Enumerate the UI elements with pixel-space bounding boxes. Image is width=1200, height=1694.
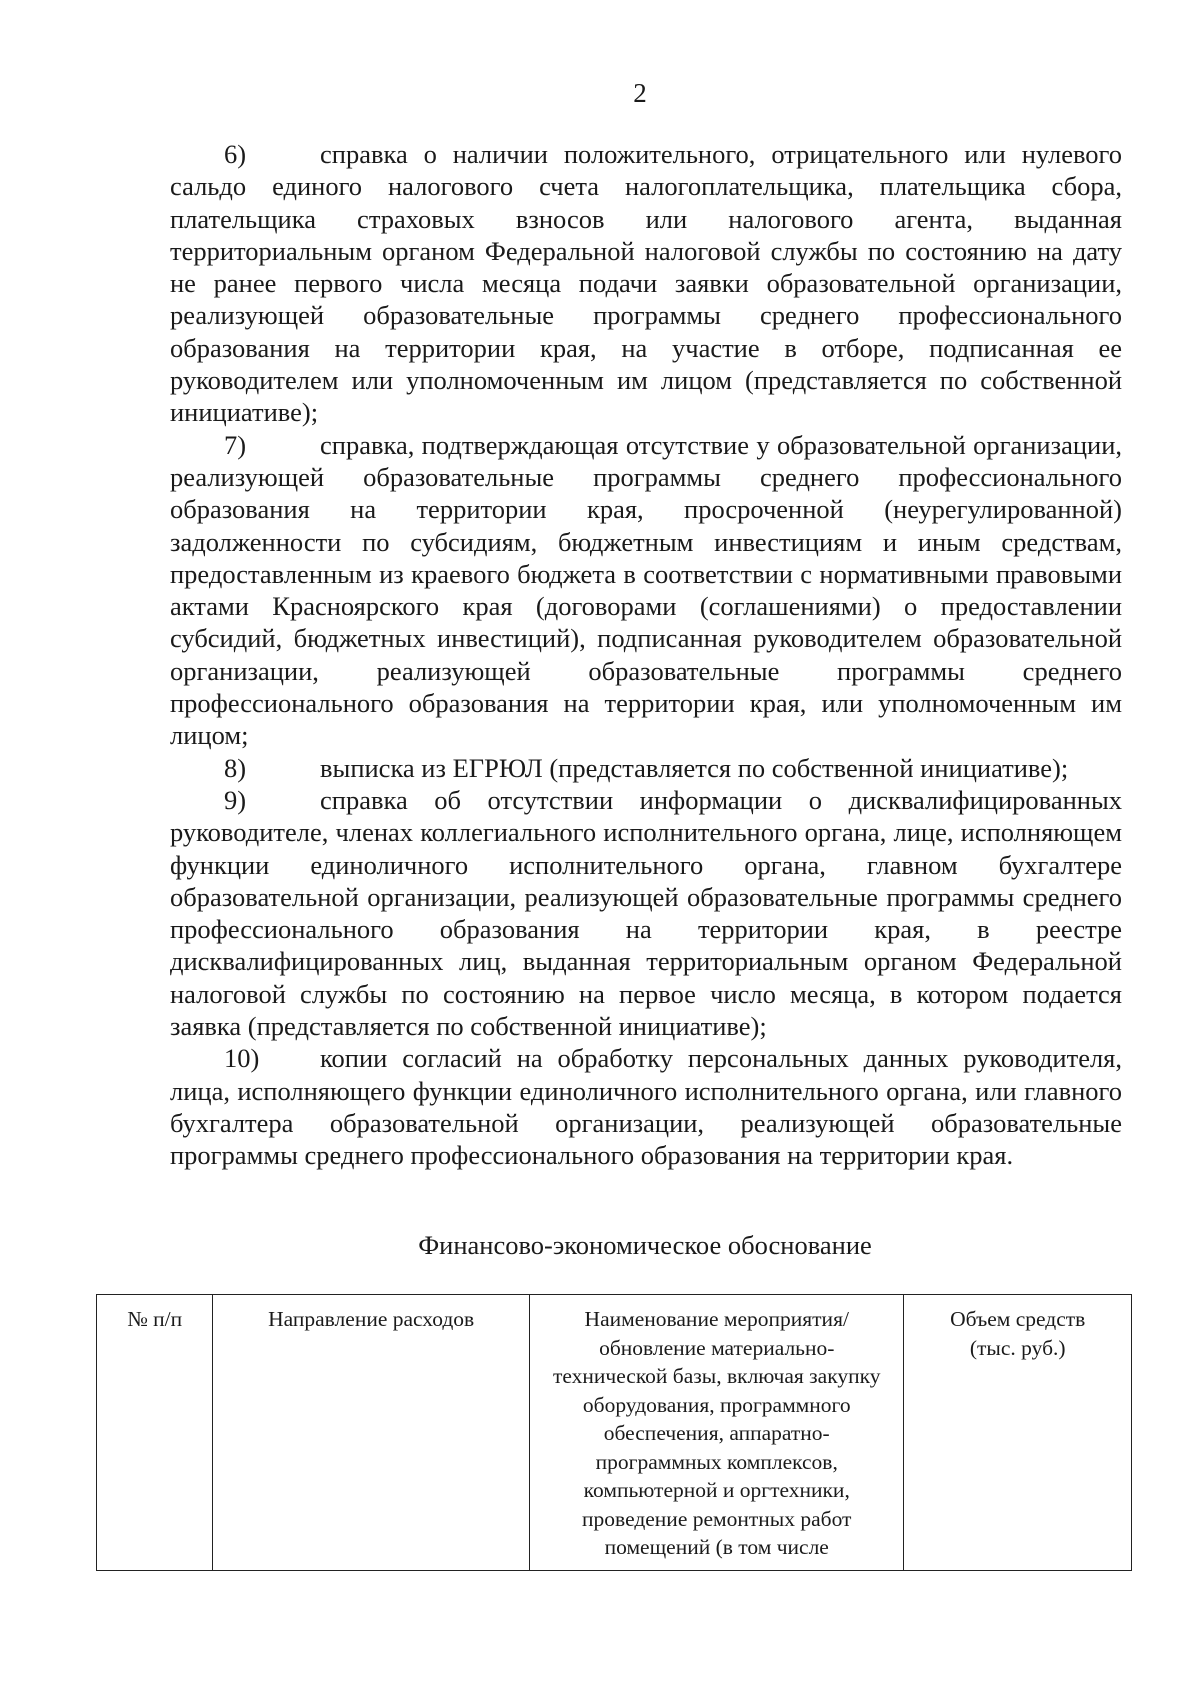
header-line: обеспечения, аппаратно- — [603, 1421, 830, 1445]
list-item-number: 6) — [224, 139, 247, 169]
table-header-row — [97, 1295, 1132, 1571]
header-event-name — [530, 1295, 904, 1571]
list-item-number: 8) — [224, 752, 247, 783]
document-body — [170, 138, 1122, 1172]
header-line: помещений (в том числе — [604, 1535, 829, 1559]
list-item-number: 7) — [224, 429, 247, 460]
header-number: № п/п — [97, 1295, 213, 1571]
list-item — [170, 138, 1122, 429]
list-item — [170, 752, 1122, 784]
header-line: Объем средств — [950, 1307, 1086, 1331]
list-item-text: справка об отсутствии информации о дисквалифицированных руководителе, членах коллегиального исполнительного органа, лице, исполняющем функции единоличного исполнительного органа, главном бухгалтере образовательной организации, реализующей образовательные программы среднего профессионального образования на территории края, в реестре дисквалифицированных лиц, выданная территориальным органом Федеральной налоговой службы по состоянию на первое число месяца, в котором подается заявка (представляется по собственной инициативе); — [170, 784, 1122, 1042]
financial-table — [96, 1294, 1132, 1571]
header-line: обновление материально- — [599, 1335, 835, 1360]
list-item-number: 10) — [224, 1043, 260, 1074]
list-item-text: копии согласий на обработку персональных данных руководителя, лица, исполняющего функции единоличного исполнительного органа, или главного бухгалтера образовательной организации, реализующей образовательные программы среднего профессионального образования на территории края. — [170, 1043, 1122, 1171]
list-item-number: 9) — [224, 784, 247, 815]
list-item — [170, 429, 1122, 752]
header-line: (тыс. руб.) — [969, 1335, 1066, 1360]
list-item-text: выписка из ЕГРЮЛ (представляется по собственной инициативе); — [320, 752, 1069, 783]
header-amount — [904, 1295, 1132, 1571]
list-item — [170, 1042, 1122, 1171]
list-item — [170, 784, 1122, 1042]
page-number: 2 — [633, 78, 647, 108]
header-line: проведение ремонтных работ — [582, 1506, 852, 1531]
header-line: Наименование мероприятия/ — [584, 1307, 849, 1331]
header-line: компьютерной и оргтехники, — [583, 1478, 850, 1502]
header-expense-direction: Направление расходов — [213, 1295, 530, 1571]
header-line: оборудования, программного — [582, 1392, 851, 1417]
header-line: технической базы, включая закупку — [552, 1364, 881, 1388]
list-item-text: справка, подтверждающая отсутствие у образовательной организации, реализующей образовательные программы среднего профессионального образования на территории края, просроченной (неурегулированной) задолженности по субсидиям, бюджетным инвестициям и иным средствам, предоставленным из краевого бюджета в соответствии с нормативными правовыми актами Красноярского края (договорами (соглашениями) о предоставлении субсидий, бюджетных инвестиций), подписанная руководителем образовательной организации, реализующей образовательные программы среднего профессионального образования на территории края, или уполномоченным им лицом; — [170, 429, 1122, 751]
header-line: программных комплексов, — [595, 1449, 838, 1474]
list-item-text: справка о наличии положительного, отрицательного или нулевого сальдо единого налогового счета налогоплательщика, плательщика сбора, плательщика страховых взносов или налогового агента, выданная территориальным органом Федеральной налоговой службы по состоянию на дату не ранее первого числа месяца подачи заявки образовательной организации, реализующей образовательные программы среднего профессионального образования на территории края, на участие в отборе, подписанная ее руководителем или уполномоченным им лицом (представляется по собственной инициативе); — [170, 139, 1122, 428]
section-title: Финансово-экономическое обоснование — [418, 1230, 872, 1260]
